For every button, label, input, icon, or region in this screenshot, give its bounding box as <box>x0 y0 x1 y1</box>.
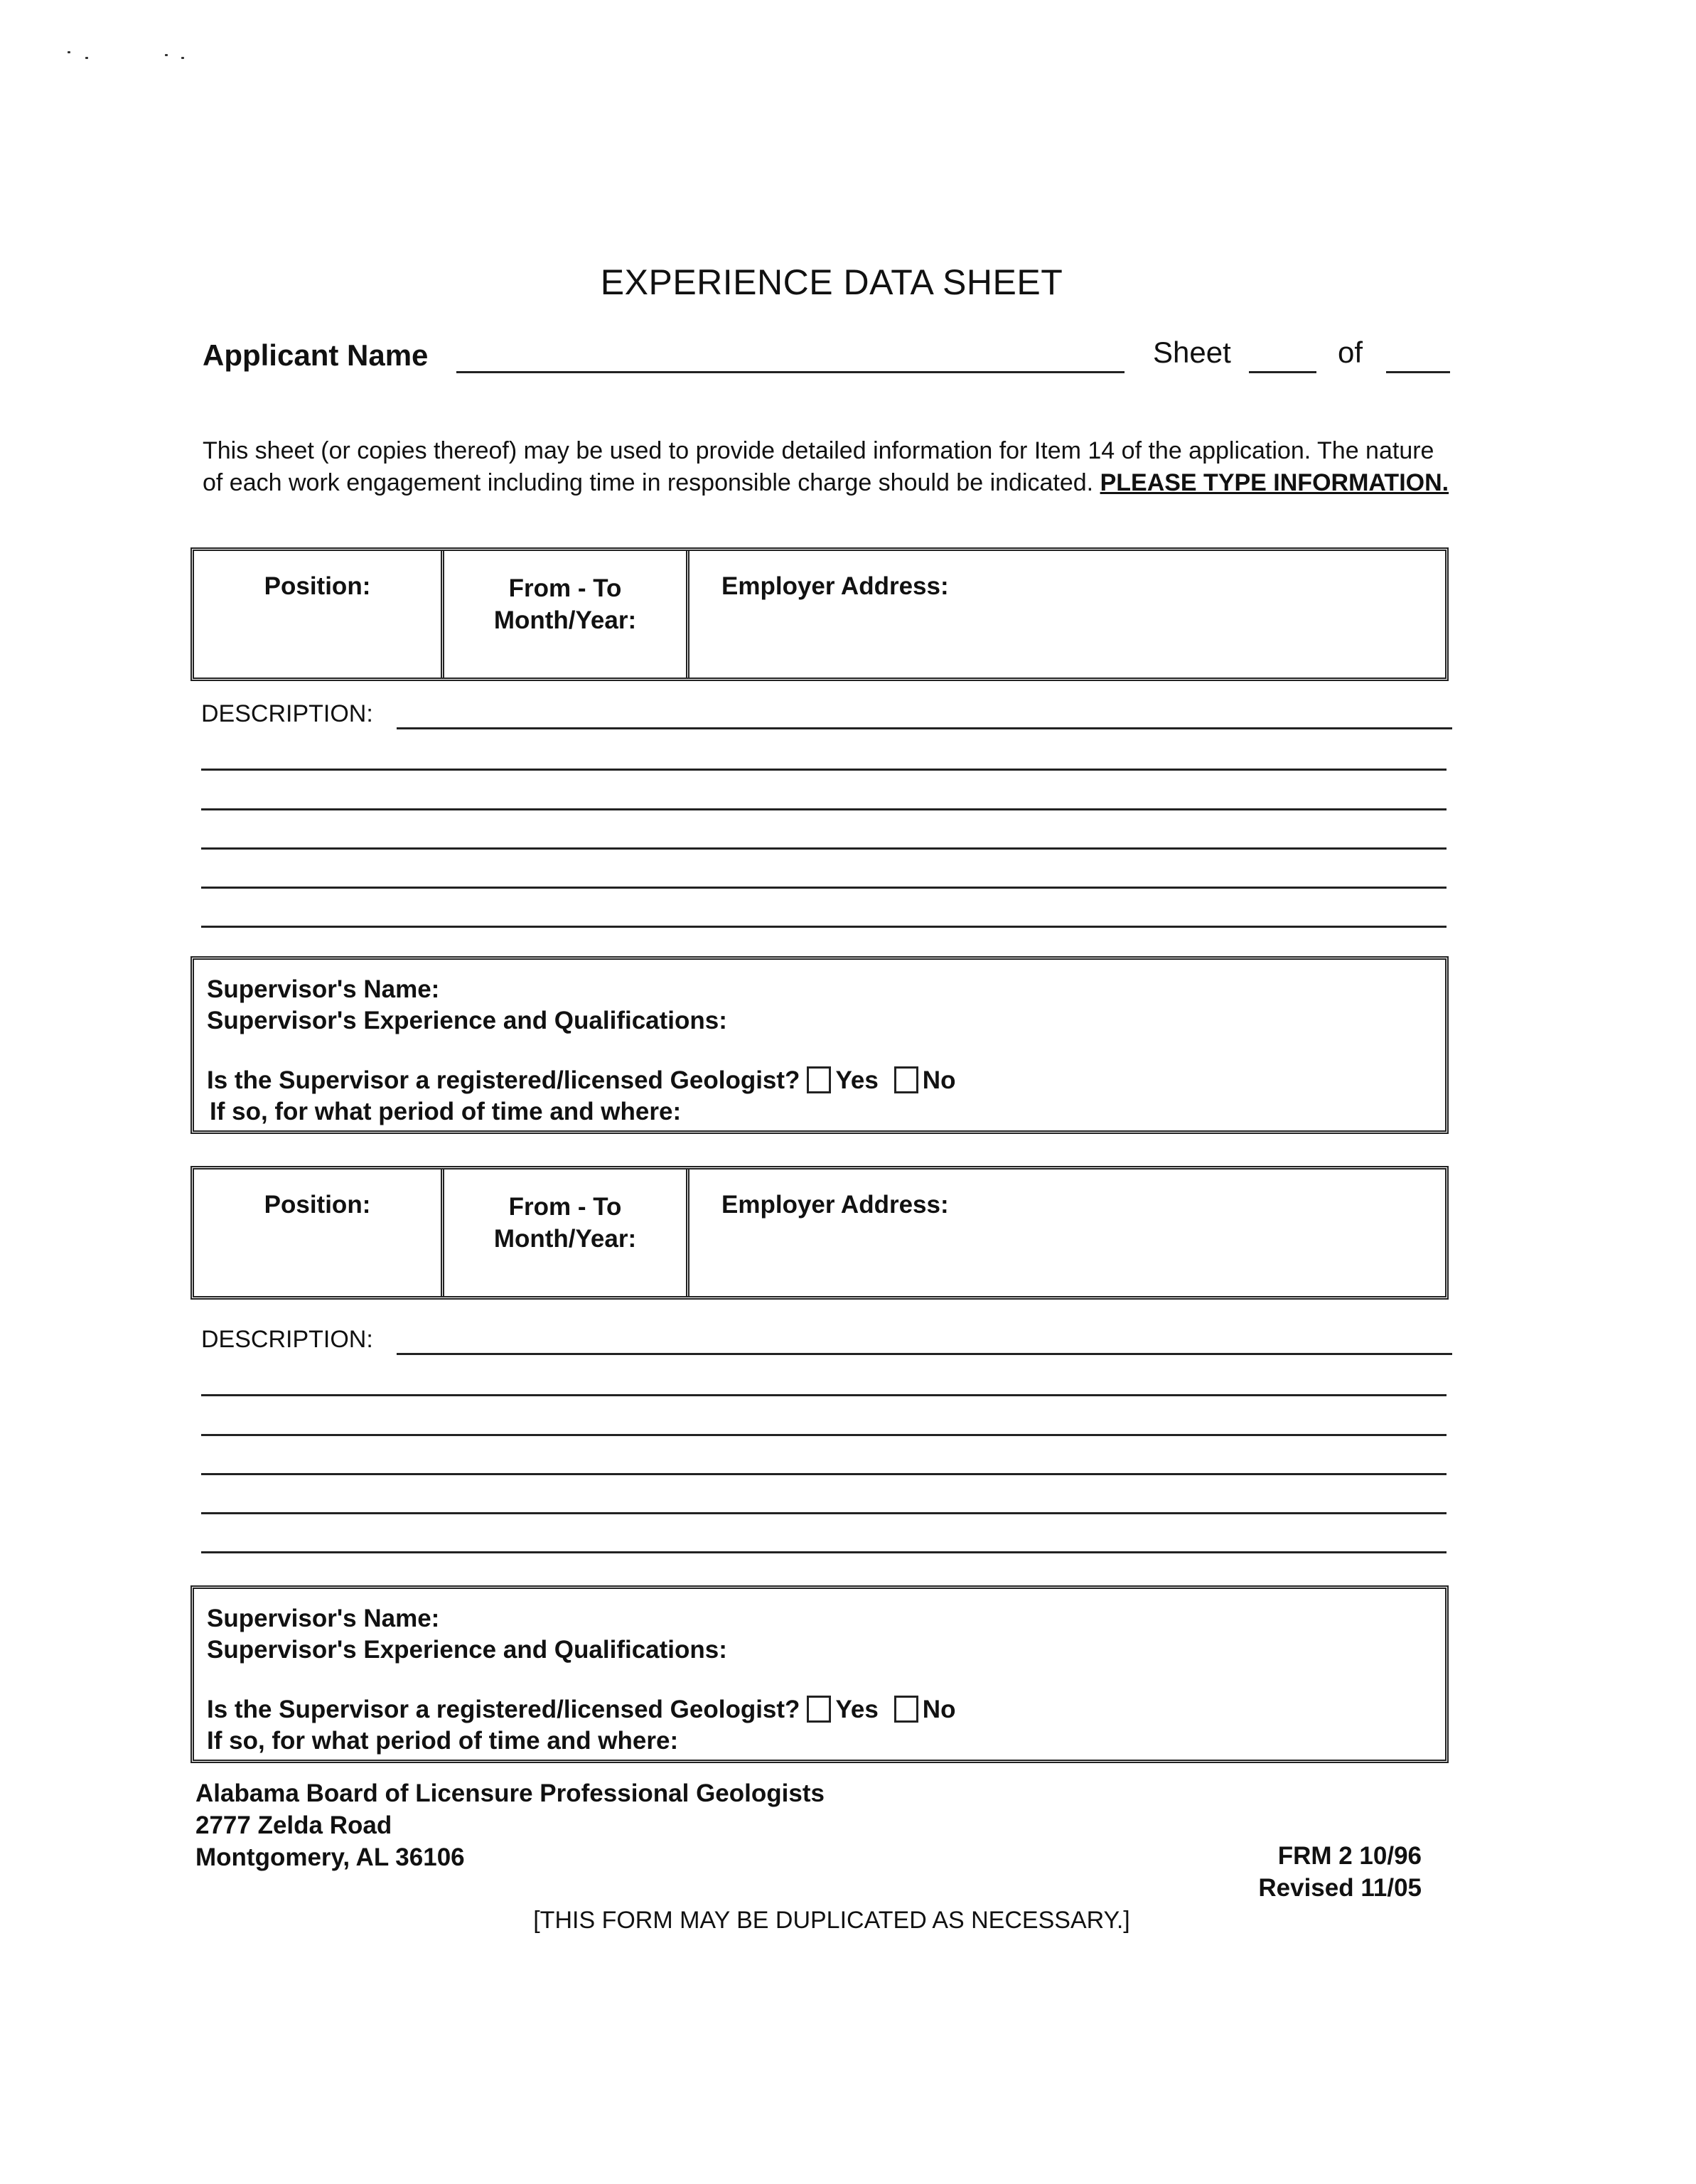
supervisor-box-2 <box>190 1585 1449 1763</box>
supervisor-name-label: Supervisor's Name: <box>207 975 440 1003</box>
registered-question: Is the Supervisor a registered/licensed Geologist? <box>207 1066 800 1094</box>
employer-address-field[interactable] <box>689 1169 1445 1296</box>
description-label: DESCRIPTION: <box>201 700 373 727</box>
from-to-label: From - To <box>508 1193 622 1221</box>
applicant-row <box>203 336 1439 378</box>
registered-question-row <box>207 1696 955 1724</box>
no-label: No <box>922 1066 956 1094</box>
yes-label: Yes <box>835 1066 879 1094</box>
dates-field[interactable] <box>444 551 689 678</box>
description-line[interactable] <box>201 1512 1447 1514</box>
employer-address-label: Employer Address: <box>721 1191 949 1219</box>
yes-label: Yes <box>835 1696 879 1723</box>
no-label: No <box>922 1696 956 1723</box>
scan-speck <box>181 57 184 59</box>
scan-speck <box>165 54 168 56</box>
page-title: EXPERIENCE DATA SHEET <box>600 262 1063 302</box>
revised-date: Revised 11/05 <box>1258 1874 1422 1902</box>
position-box-2 <box>190 1166 1449 1300</box>
sheet-total-field[interactable] <box>1386 371 1450 373</box>
board-street: 2777 Zelda Road <box>195 1811 392 1839</box>
board-city: Montgomery, AL 36106 <box>195 1843 465 1871</box>
description-line[interactable] <box>397 727 1452 729</box>
month-year-label: Month/Year: <box>493 1225 637 1253</box>
applicant-name-label: Applicant Name <box>203 338 429 372</box>
duplication-note: [THIS FORM MAY BE DUPLICATED AS NECESSARY.] <box>533 1907 1130 1934</box>
no-checkbox[interactable] <box>894 1066 918 1093</box>
sheet-label: Sheet <box>1153 336 1231 369</box>
position-box-1 <box>190 547 1449 681</box>
form-id: FRM 2 10/96 <box>1277 1842 1422 1870</box>
description-section-2 <box>201 1326 1452 1568</box>
description-section-1 <box>201 700 1452 942</box>
description-line[interactable] <box>201 1434 1447 1436</box>
description-line[interactable] <box>201 1473 1447 1475</box>
board-name: Alabama Board of Licensure Professional Geologists <box>195 1779 825 1807</box>
description-line[interactable] <box>397 1353 1452 1355</box>
sheet-number-field[interactable] <box>1249 371 1316 373</box>
no-checkbox[interactable] <box>894 1696 918 1723</box>
description-line[interactable] <box>201 926 1447 928</box>
supervisor-experience-label: Supervisor's Experience and Qualifications: <box>207 1636 727 1664</box>
month-year-label: Month/Year: <box>493 606 637 634</box>
supervisor-box-1 <box>190 956 1449 1134</box>
dates-field[interactable] <box>444 1169 689 1296</box>
position-label: Position: <box>264 572 371 600</box>
please-type-notice: PLEASE TYPE INFORMATION. <box>1100 469 1449 496</box>
yes-checkbox[interactable] <box>807 1696 831 1723</box>
description-line[interactable] <box>201 769 1447 771</box>
employer-address-field[interactable] <box>689 551 1445 678</box>
board-address <box>195 1777 825 1873</box>
intro-text: This sheet (or copies thereof) may be used to provide detailed information for Item 14 of the application. The nature of each work engagement including time in responsible charge should be indicated. <box>203 437 1434 496</box>
description-line[interactable] <box>201 1551 1447 1553</box>
period-question: If so, for what period of time and where: <box>207 1727 679 1755</box>
employer-address-label: Employer Address: <box>721 572 949 600</box>
applicant-name-field[interactable] <box>456 371 1125 373</box>
description-line[interactable] <box>201 847 1447 850</box>
position-field[interactable] <box>194 551 444 678</box>
form-id-block <box>1258 1840 1422 1904</box>
description-line[interactable] <box>201 808 1447 810</box>
from-to-label: From - To <box>508 574 622 602</box>
supervisor-experience-label: Supervisor's Experience and Qualifications: <box>207 1007 727 1034</box>
description-label: DESCRIPTION: <box>201 1326 373 1353</box>
registered-question: Is the Supervisor a registered/licensed Geologist? <box>207 1696 800 1723</box>
description-line[interactable] <box>201 1394 1447 1396</box>
description-line[interactable] <box>201 887 1447 889</box>
of-label: of <box>1338 336 1363 369</box>
position-label: Position: <box>264 1191 371 1219</box>
period-question: If so, for what period of time and where: <box>210 1098 682 1125</box>
scan-speck <box>68 51 70 53</box>
scan-speck <box>85 57 88 59</box>
yes-checkbox[interactable] <box>807 1066 831 1093</box>
position-field[interactable] <box>194 1169 444 1296</box>
supervisor-name-label: Supervisor's Name: <box>207 1605 440 1632</box>
intro-paragraph <box>203 435 1454 499</box>
registered-question-row <box>207 1066 955 1095</box>
